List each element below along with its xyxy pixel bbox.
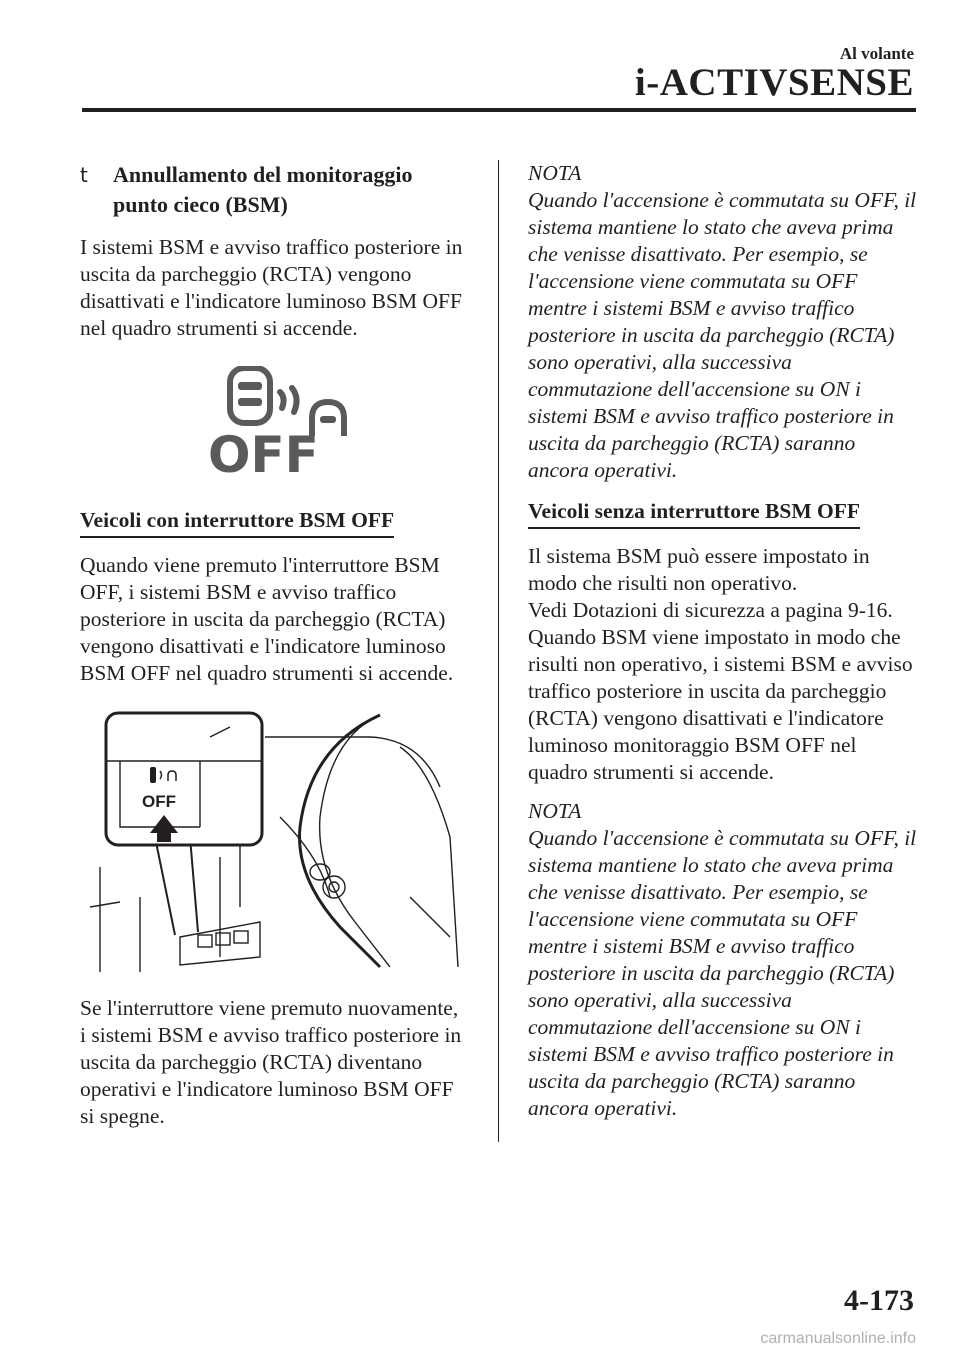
switch-off-label: OFF xyxy=(142,792,176,811)
page-number: 4-173 xyxy=(844,1284,914,1317)
without-switch-paragraph xyxy=(528,543,918,786)
note-text: Quando l'accensione è commutata su OFF, il sistema mantiene lo stato che aveva prima che venisse disattivato. Per esempio, se l'accensione viene commutata su OFF mentre i sistemi BSM e avviso traffico posteriore in uscita da parcheggio (RCTA) sono operativi, alla successiva commutazione dell'accensione su ON i sistemi BSM e avviso traffico posteriore in uscita da parcheggio (RCTA) saranno ancora operativi. xyxy=(528,188,917,482)
subheading-without-switch: Veicoli senza interruttore BSM OFF xyxy=(528,498,860,529)
note-block xyxy=(528,160,918,484)
cross-reference-link[interactable]: Vedi Dotazioni di sicurezza a pagina 9-16. xyxy=(528,598,893,622)
heading-text: Annullamento del monitoraggio punto cieco (BSM) xyxy=(113,162,413,217)
watermark: carmanualsonline.info xyxy=(760,1330,916,1347)
left-column xyxy=(80,160,465,1142)
subheading-with-switch: Veicoli con interruttore BSM OFF xyxy=(80,507,394,538)
intro-paragraph: I sistemi BSM e avviso traffico posteriore in uscita da parcheggio (RCTA) vengono disattivati e l'indicatore luminoso BSM OFF nel quadro strumenti si accende. xyxy=(80,235,463,340)
right-column xyxy=(528,160,918,1136)
deactivation-sentence: Quando BSM viene impostato in modo che risulti non operativo, i sistemi BSM e avviso traffico posteriore in uscita da parcheggio (RCTA) vengono disattivati e l'indicatore luminoso monitoraggio BSM OFF nel quadro strumenti si accende. xyxy=(528,625,913,784)
reactivate-paragraph: Se l'interruttore viene premuto nuovamente, i sistemi BSM e avviso traffico posteriore in uscita da parcheggio (RCTA) diventano operativi e l'indicatore luminoso BSM OFF si spegne. xyxy=(80,996,462,1128)
header-rule xyxy=(82,108,916,112)
with-switch-paragraph: Quando viene premuto l'interruttore BSM OFF, i sistemi BSM e avviso traffico posteriore in uscita da parcheggio (RCTA) vengono disattivati e l'indicatore luminoso BSM OFF nel quadro strumenti si accende. xyxy=(80,553,454,685)
note-block-2 xyxy=(528,798,918,1122)
note-text-2: Quando l'accensione è commutata su OFF, il sistema mantiene lo stato che aveva prima che venisse disattivato. Per esempio, se l'accensione viene commutata su OFF mentre i sistemi BSM e avviso traffico posteriore in uscita da parcheggio (RCTA) sono operativi, alla successiva commutazione dell'accensione su ON i sistemi BSM e avviso traffico posteriore in uscita da parcheggio (RCTA) saranno ancora operativi. xyxy=(528,826,917,1120)
heading-bullet-icon: t xyxy=(80,163,88,187)
header-section-label: Al volante xyxy=(839,44,914,63)
note-label-2: NOTA xyxy=(528,799,582,823)
page-title: i-ACTIVSENSE xyxy=(634,61,914,104)
column-divider xyxy=(498,160,499,1142)
note-label: NOTA xyxy=(528,161,582,185)
section-heading xyxy=(80,160,465,220)
svg-text:OFF: OFF xyxy=(208,426,319,476)
setting-sentence: Il sistema BSM può essere impostato in modo che risulti non operativo. xyxy=(528,544,870,595)
dashboard-switch-illustration xyxy=(80,707,465,972)
bsm-off-indicator-icon xyxy=(208,366,348,476)
